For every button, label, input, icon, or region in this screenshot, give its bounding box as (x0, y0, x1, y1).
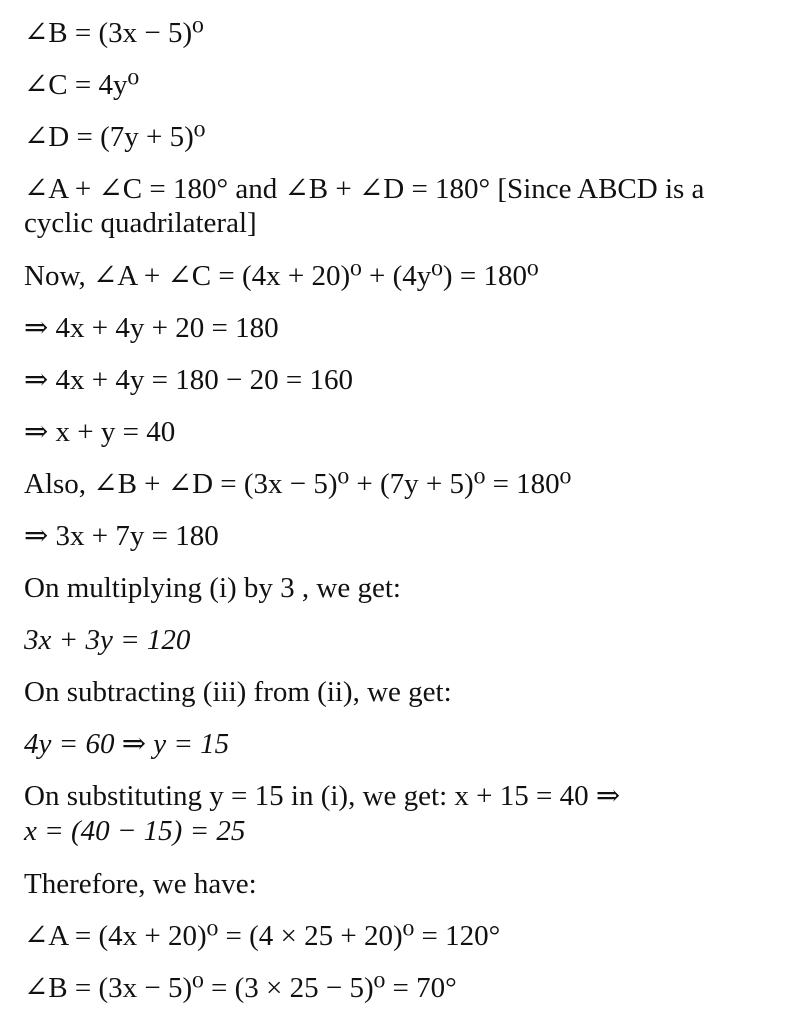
angle-d-expression: ∠D = (7y + 5)⁰ (24, 121, 206, 153)
cyclic-property-line-2: cyclic quadrilateral] (24, 207, 257, 239)
equation-i: ⇒ x + y = 40 (24, 416, 176, 448)
equation-iii: 3x + 3y = 120 (24, 624, 191, 656)
implication-step-2: ⇒ 4x + 4y = 180 − 20 = 160 (24, 364, 353, 396)
multiply-step-text: On multiplying (i) by 3 , we get: (24, 572, 401, 604)
equation-ii: ⇒ 3x + 7y = 180 (24, 520, 219, 552)
angle-b-expression: ∠B = (3x − 5)⁰ (24, 17, 204, 49)
cyclic-property-line-1: ∠A + ∠C = 180° and ∠B + ∠D = 180° [Since ABCD is a (24, 173, 705, 205)
therefore-text: Therefore, we have: (24, 868, 257, 900)
implication-step-1: ⇒ 4x + 4y + 20 = 180 (24, 312, 279, 344)
sum-a-c-equation: Now, ∠A + ∠C = (4x + 20)⁰ + (4y⁰) = 180⁰ (24, 260, 539, 292)
y-solution: 4y = 60 ⇒ y = 15 (24, 728, 230, 760)
angle-b-result: ∠B = (3x − 5)⁰ = (3 × 25 − 5)⁰ = 70° (24, 972, 457, 1004)
subtract-step-text: On subtracting (iii) from (ii), we get: (24, 676, 452, 708)
substitution-line-1: On substituting y = 15 in (i), we get: x + 15 = 40 ⇒ (24, 780, 621, 812)
angle-a-result: ∠A = (4x + 20)⁰ = (4 × 25 + 20)⁰ = 120° (24, 920, 501, 952)
substitution-line-2: x = (40 − 15) = 25 (24, 815, 246, 847)
sum-b-d-equation: Also, ∠B + ∠D = (3x − 5)⁰ + (7y + 5)⁰ = 180⁰ (24, 468, 572, 500)
angle-c-expression: ∠C = 4y⁰ (24, 69, 140, 101)
